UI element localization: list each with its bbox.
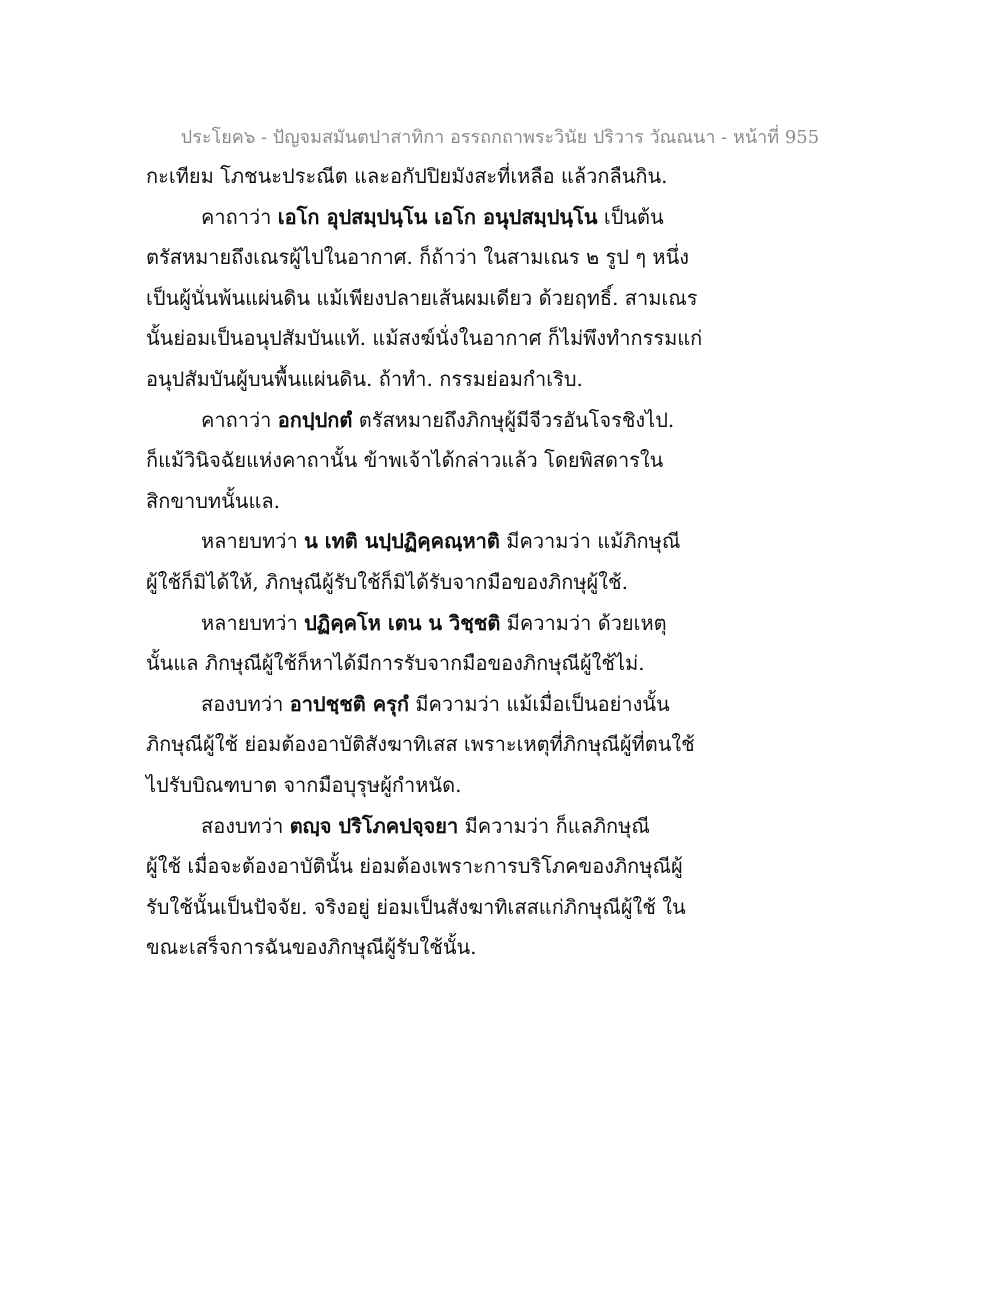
text-segment: หลายบทว่า: [201, 529, 305, 554]
text-segment: ผู้ใช้ก็มิได้ให้, ภิกษุณีผู้รับใช้ก็มิได้รับจากมือของภิกษุผู้ใช้.: [146, 569, 628, 594]
text-segment: ตรัสหมายถึงภิกษุผู้มีจีวรอันโจรชิงไป.: [352, 407, 675, 432]
text-line: [146, 359, 706, 400]
pali-term: น เทติ นปฺปฏิคฺคณฺหาติ: [304, 529, 500, 554]
text-line: [146, 684, 706, 725]
text-line: [146, 927, 706, 968]
text-line: [146, 806, 706, 847]
text-segment: อนุปสัมบันผู้บนพื้นแผ่นดิน. ถ้าทำ. กรรมย่อมกำเริบ.: [146, 366, 583, 391]
text-line: [146, 603, 706, 644]
pali-term: อาปชฺชติ ครุกํ: [289, 691, 409, 716]
text-line: [146, 846, 706, 887]
text-segment: มีความว่า ก็แลภิกษุณี: [458, 813, 650, 838]
text-segment: รับใช้นั้นเป็นปัจจัย. จริงอยู่ ย่อมเป็นสังฆาทิเสสแก่ภิกษุณีผู้ใช้ ใน: [146, 894, 686, 919]
text-segment: เป็นผู้นั่นพ้นแผ่นดิน แม้เพียงปลายเส้นผมเดียว ด้วยฤทธิ์. สามเณร: [146, 285, 698, 310]
text-line: [146, 481, 706, 522]
text-line: [146, 440, 706, 481]
text-segment: ไปรับบิณฑบาต จากมือบุรุษผู้กำหนัด.: [146, 772, 462, 797]
text-segment: มีความว่า แม้ภิกษุณี: [499, 529, 681, 554]
text-line: [146, 562, 706, 603]
page-header: ประโยค๖ - ปัญจมสมันตปาสาทิกา อรรถกถาพระวินัย ปริวาร วัณณนา - หน้าที่ 955: [180, 127, 820, 148]
text-line: [146, 237, 706, 278]
text-line: [146, 156, 706, 197]
text-segment: มีความว่า ด้วยเหตุ: [500, 610, 667, 635]
text-segment: มีความว่า แม้เมื่อเป็นอย่างนั้น: [408, 691, 670, 716]
pali-term: ปฏิคฺคโห เตน น วิชฺชติ: [304, 610, 501, 635]
text-segment: กะเทียม โภชนะประณีต และอกัปปิยมังสะที่เหลือ แล้วกลืนกิน.: [146, 164, 668, 188]
text-segment: ผู้ใช้ เมื่อจะต้องอาบัตินั้น ย่อมต้องเพราะการบริโภคของภิกษุณีผู้: [146, 854, 683, 879]
pali-term: เอโก อุปสมฺปนฺโน เอโก อนุปสมฺปนฺโน: [277, 204, 598, 229]
text-line: [146, 197, 706, 238]
text-segment: ภิกษุณีผู้ใช้ ย่อมต้องอาบัติสังฆาทิเสส เพราะเหตุที่ภิกษุณีผู้ที่ตนใช้: [146, 732, 695, 757]
text-segment: ขณะเสร็จการฉันของภิกษุณีผู้รับใช้นั้น.: [146, 935, 477, 960]
text-line: [146, 887, 706, 928]
text-line: [146, 765, 706, 806]
text-line: [146, 724, 706, 765]
text-segment: สิกขาบทนั้นแล.: [146, 488, 280, 513]
text-line: [146, 643, 706, 684]
pali-term: อกปฺปกตํ: [277, 407, 353, 432]
text-segment: คาถาว่า: [201, 204, 278, 229]
text-line: [146, 318, 706, 359]
text-segment: ตรัสหมายถึงเณรผู้ไปในอากาศ. ก็ถ้าว่า ในสามเณร ๒ รูป ๆ หนึ่ง: [146, 245, 690, 270]
text-line: [146, 521, 706, 562]
text-segment: นั้นแล ภิกษุณีผู้ใช้ก็หาได้มีการรับจากมือของภิกษุณีผู้ใช้ไม่.: [146, 651, 645, 676]
text-segment: หลายบทว่า: [201, 610, 305, 635]
body-text: [146, 156, 706, 968]
pali-term: ตญฺจ ปริโภคปจฺจยา: [289, 813, 459, 838]
text-line: [146, 400, 706, 441]
text-line: [146, 278, 706, 319]
text-segment: เป็นต้น: [597, 204, 664, 229]
text-segment: ก็แม้วินิจฉัยแห่งคาถานั้น ข้าพเจ้าได้กล่าวแล้ว โดยพิสดารใน: [146, 448, 664, 473]
text-segment: สองบทว่า: [201, 691, 290, 716]
text-segment: สองบทว่า: [201, 813, 290, 838]
text-segment: นั้นย่อมเป็นอนุปสัมบันแท้. แม้สงฆ์นั่งในอากาศ ก็ไม่พึงทำกรรมแก่: [146, 326, 703, 351]
text-segment: คาถาว่า: [201, 407, 278, 432]
